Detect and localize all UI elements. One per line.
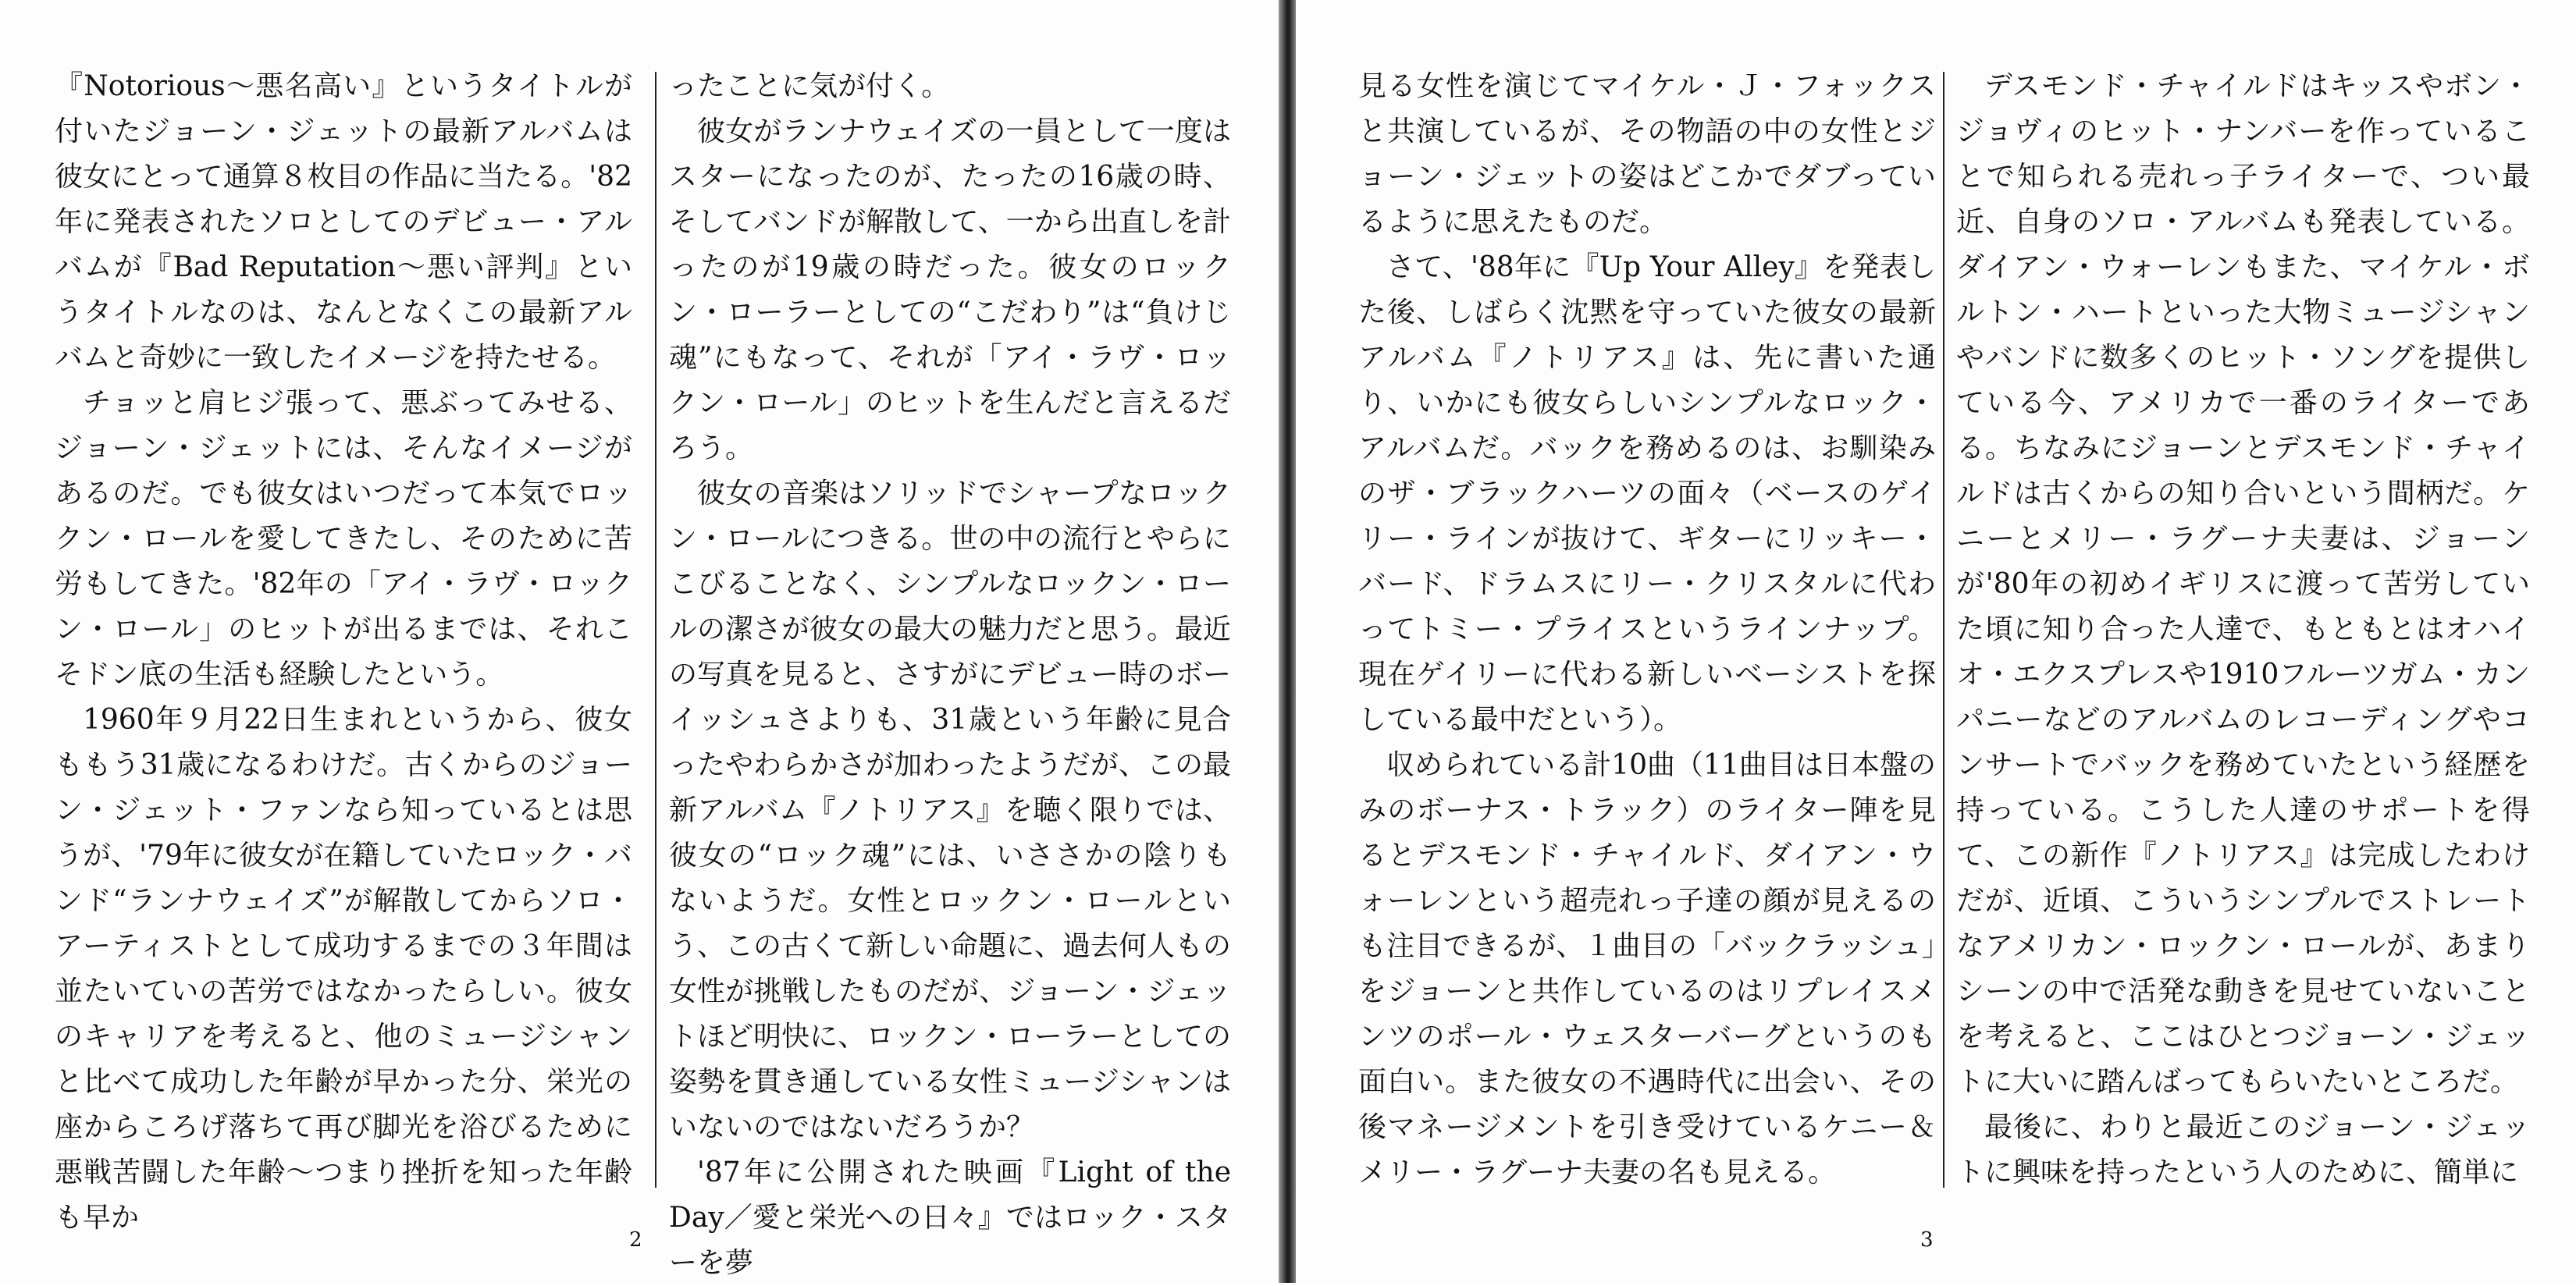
right-page-column-1 (1358, 64, 1936, 1195)
paragraph: 『Notorious～悪名高い』というタイトルが付いたジョーン・ジェットの最新アルバムは彼女にとって通算８枚目の作品に当たる。'82年に発表されたソロとしてのデビュー・アルバムが『Bad Reputation～悪い評判』というタイトルなのは、なんとなくこの最新アルバムと奇妙に一致したイメージを持たせる。 (55, 70, 632, 374)
column-divider (1943, 72, 1944, 1188)
paragraph: 最後に、わりと最近このジョーン・ジェットに興味を持ったという人のために、簡単に (1956, 1111, 2530, 1188)
paragraph: 彼女がランナウェイズの一員として一度はスターになったのが、たったの16歳の時、そしてバンドが解散して、一から出直しを計ったのが19歳の時だった。彼女のロックン・ローラーとしての“こだわり”は“負けじ魂”にもなって、それが「アイ・ラヴ・ロックン・ロール」のヒットを生んだと言えるだろう。 (669, 115, 1231, 464)
left-page (0, 0, 1280, 1283)
paragraph: 1960年９月22日生まれというから、彼女ももう31歳になるわけだ。古くからのジョーン・ジェット・ファンなら知っているとは思うが、'79年に彼女が在籍していたロック・バンド“ランナウェイズ”が解散してからソロ・アーティストとして成功するまでの３年間は並たいていの苦労ではなかったらしい。彼女のキャリアを考えると、他のミュージシャンと比べて成功した年齢が早かった分、栄光の座からころげ落ちて再び脚光を浴びるために悪戦苦闘した年齢～つまり挫折を知った年齢も早か (55, 704, 632, 1234)
left-page-column-1 (55, 64, 632, 1241)
left-page-column-2 (669, 64, 1231, 1286)
paragraph: '87年に公開された映画『Light of the Day／愛と栄光への日々』ではロック・スターを夢 (669, 1156, 1231, 1279)
column-divider (655, 72, 656, 1188)
book-spine (1279, 0, 1297, 1283)
paragraph: デスモンド・チャイルドはキッスやボン・ジョヴィのヒット・ナンバーを作っていることで知られる売れっ子ライターで、つい最近、自身のソロ・アルバムも発表している。ダイアン・ウォーレンもまた、マイケル・ボルトン・ハートといった大物ミュージシャンやバンドに数多くのヒット・ソングを提供している今、アメリカで一番のライターである。ちなみにジョーンとデスモンド・チャイルドは古くからの知り合いという間柄だ。ケニーとメリー・ラグーナ夫妻は、ジョーンが'80年の初めイギリスに渡って苦労していた頃に知り合った人達で、もともとはオハイオ・エクスプレスや1910フルーツガム・カンパニーなどのアルバムのレコーディングやコンサートでバックを務めていたという経歴を持っている。こうした人達のサポートを得て、この新作『ノトリアス』は完成したわけだが、近頃、こういうシンプルでストレートなアメリカン・ロックン・ロールが、あまりシーンの中で活発な動きを見せていないことを考えると、ここはひとつジョーン・ジェットに大いに踏んばってもらいたいところだ。 (1956, 70, 2530, 1098)
page-number-left: 2 (629, 1228, 642, 1252)
right-page (1296, 0, 2576, 1283)
paragraph: 見る女性を演じてマイケル・Ｊ・フォックスと共演しているが、その物語の中の女性とジョーン・ジェットの姿はどこかでダブっているように思えたものだ。 (1358, 70, 1936, 238)
paragraph: さて、'88年に『Up Your Alley』を発表した後、しばらく沈黙を守っていた彼女の最新アルバム『ノトリアス』は、先に書いた通り、いかにも彼女らしいシンプルなロック・アルバムだ。バックを務めるのは、お馴染みのザ・ブラックハーツの面々（ベースのゲイリー・ラインが抜けて、ギターにリッキー・バード、ドラムスにリー・クリスタルに代わってトミー・プライスというラインナップ。現在ゲイリーに代わる新しいベーシストを探している最中だという）。 (1358, 251, 1936, 736)
paragraph: ったことに気が付く。 (669, 70, 950, 102)
paragraph: 収められている計10曲（11曲目は日本盤のみのボーナス・トラック）のライター陣を見るとデスモンド・チャイルド、ダイアン・ウォーレンという超売れっ子達の顔が見えるのも注目できるが、１曲目の「バックラッシュ」をジョーンと共作しているのはリプレイスメンツのポール・ウェスターバーグというのも面白い。また彼女の不遇時代に出会い、その後マネージメントを引き受けているケニー＆メリー・ラグーナ夫妻の名も見える。 (1358, 749, 1936, 1188)
right-page-column-2 (1956, 64, 2530, 1195)
page-number-right: 3 (1920, 1228, 1934, 1252)
paragraph: チョッと肩ヒジ張って、悪ぶってみせる、ジョーン・ジェットには、そんなイメージがあるのだ。でも彼女はいつだって本気でロックン・ロールを愛してきたし、そのために苦労もしてきた。'82年の「アイ・ラヴ・ロックン・ロール」のヒットが出るまでは、それこそドン底の生活も経験したという。 (55, 387, 632, 691)
paragraph: 彼女の音楽はソリッドでシャープなロックン・ロールにつきる。世の中の流行とやらにこびることなく、シンプルなロックン・ロールの潔さが彼女の最大の魅力だと思う。最近の写真を見ると、さすがにデビュー時のボーイッシュさよりも、31歳という年齢に見合ったやわらかさが加わったようだが、この最新アルバム『ノトリアス』を聴く限りでは、彼女の“ロック魂”には、いささかの陰りもないようだ。女性とロックン・ロールという、この古くて新しい命題に、過去何人もの女性が挑戦したものだが、ジョーン・ジェットほど明快に、ロックン・ローラーとしての姿勢を貫き通している女性ミュージシャンはいないのではないだろうか？ (669, 478, 1231, 1143)
